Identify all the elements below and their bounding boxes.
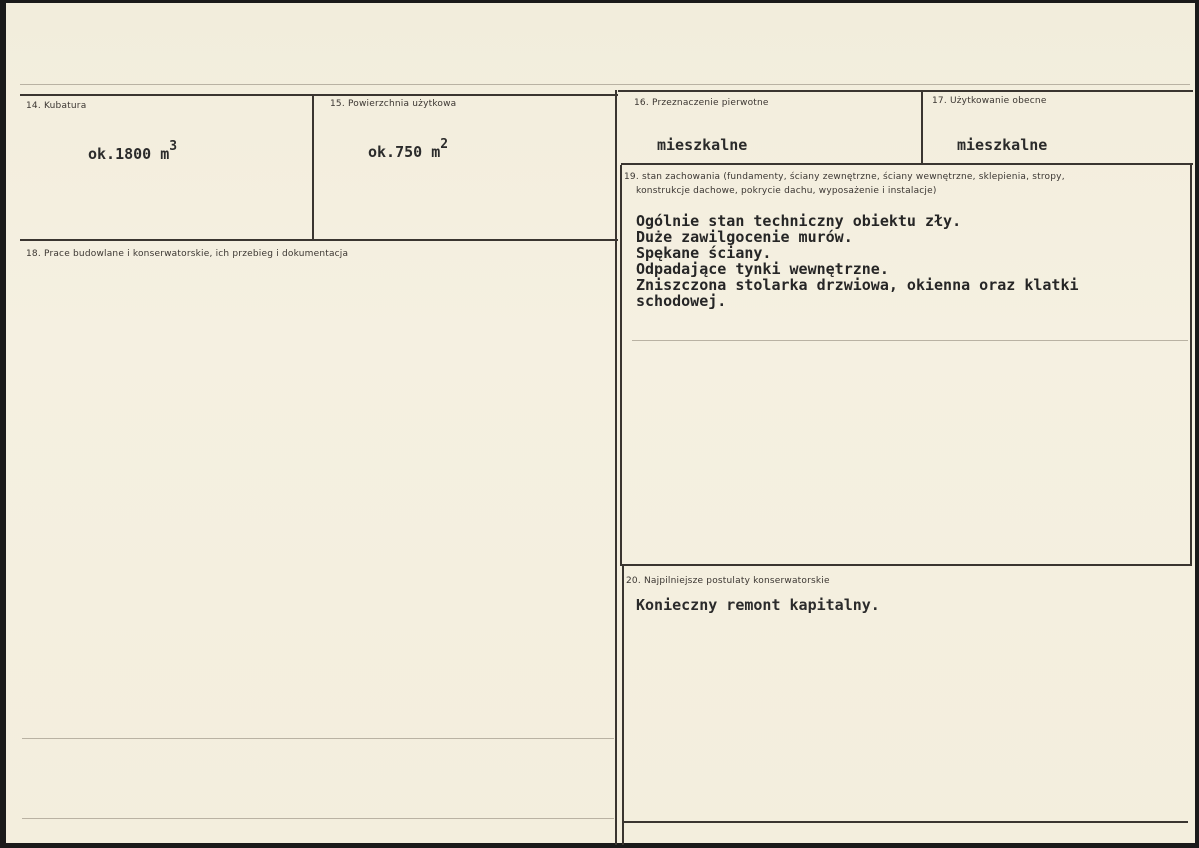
field-19-line: Spękane ściany. (636, 244, 772, 262)
field-16-label: 16. Przeznaczenie pierwotne (634, 98, 769, 108)
field-20-value: Konieczny remont kapitalny. (636, 596, 880, 614)
rule-under-14-15 (20, 239, 618, 241)
field-20-label: 20. Najpilniejsze postulaty konserwatorskie (626, 576, 830, 586)
divider-16-17 (921, 90, 923, 163)
field-19-line: Duże zawilgocenie murów. (636, 228, 853, 246)
field-19-label-line2: konstrukcje dachowe, pokrycie dachu, wyposażenie i instalacje) (636, 186, 937, 196)
rule-top-right (618, 90, 1193, 92)
scan-edge-right (1195, 0, 1199, 848)
scan-edge-left (0, 0, 6, 848)
inner-right-19 (1190, 165, 1192, 565)
rule-under-19 (620, 564, 1192, 566)
faint-rule-left-lower (22, 738, 614, 739)
field-16-value: mieszkalne (657, 136, 748, 154)
field-19-line: Zniszczona stolarka drzwiowa, okienna oraz klatki (636, 276, 1079, 294)
field-19-line: schodowej. (636, 292, 727, 310)
faint-rule-left-bottom (22, 818, 614, 819)
rule-under-16-17 (621, 163, 1193, 165)
field-18-label: 18. Prace budowlane i konserwatorskie, ich przebieg i dokumentacja (26, 249, 349, 259)
field-19-line: Ogólnie stan techniczny obiektu zły. (636, 212, 962, 230)
rule-bottom-20 (622, 821, 1188, 823)
field-17-label: 17. Użytkowanie obecne (932, 96, 1047, 106)
field-14-label: 14. Kubatura (26, 101, 87, 111)
top-faint-rule (20, 84, 1190, 85)
scan-edge-top (0, 0, 1199, 3)
field-19-line: Odpadające tynki wewnętrzne. (636, 260, 889, 278)
scan-edge-bottom (0, 843, 1199, 848)
field-17-value: mieszkalne (957, 136, 1048, 154)
divider-14-15 (312, 94, 314, 240)
field-15-label: 15. Powierzchnia użytkowa (330, 99, 457, 109)
divider-center (615, 90, 617, 845)
rule-top-left (20, 94, 618, 96)
field-15-value: ok.750 $m^2$ (368, 137, 449, 161)
field-19-value (636, 213, 1079, 309)
faint-rule-19 (632, 340, 1188, 341)
inner-left-19 (620, 165, 622, 565)
field-19-label-line1: 19. stan zachowania (fundamenty, ściany zewnętrzne, ściany wewnętrzne, sklepienia, stropy, (624, 172, 1065, 182)
field-14-value: ok.1800 $m^3$ (88, 139, 178, 163)
inner-left-20 (622, 565, 624, 845)
